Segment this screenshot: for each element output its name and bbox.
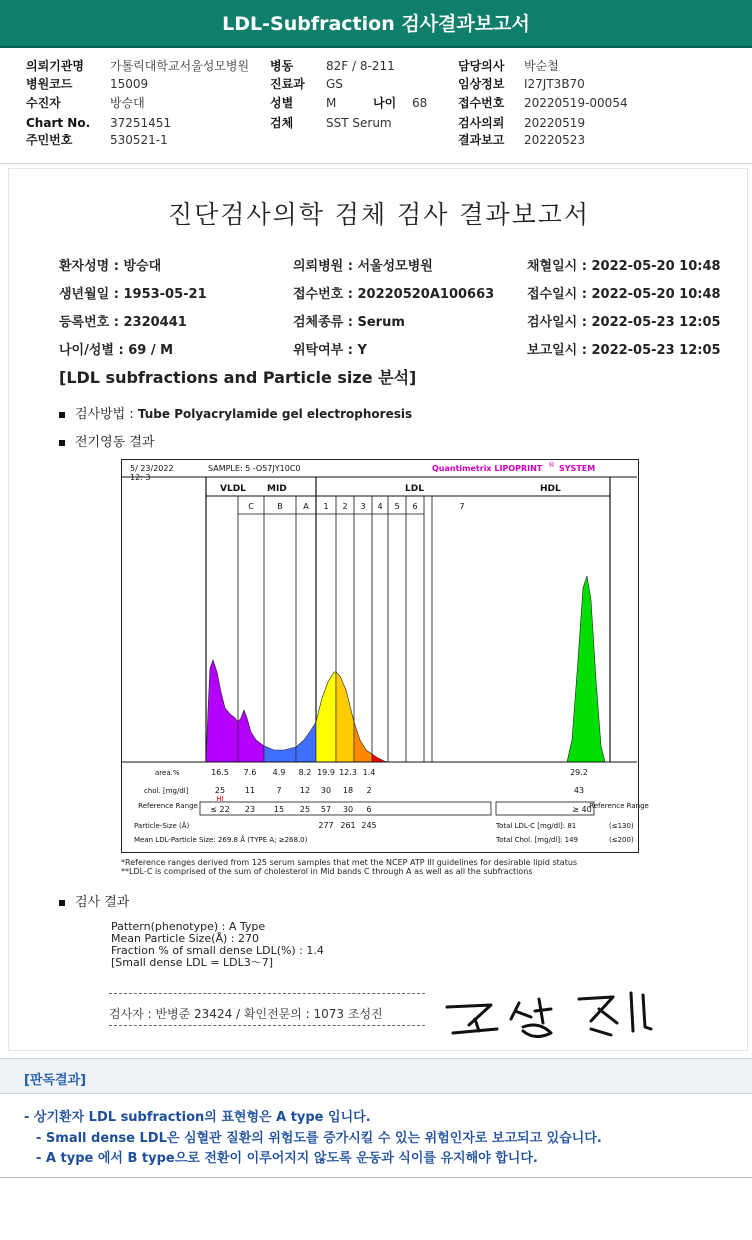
results-text [111,921,324,969]
result-line: [Small dense LDL = LDL3～7] [111,956,274,969]
chart-band-label: 1 [323,502,329,511]
interpretation-line: - A type 에서 B type으로 전환이 이루어지지 않도록 운동과 식이를 유지해야 합니다. [36,1151,538,1166]
chart-chol-flag: HI [216,795,224,803]
info-row-3 [0,93,752,113]
chart-density-segment [567,576,605,762]
chart-row-label: area.% [155,769,180,777]
info-value: 가톨릭대학교서울성모병원 [110,59,250,73]
chart-area-value: 4.9 [272,768,286,777]
chart-density-segment [316,672,336,762]
section-heading: [LDL subfractions and Particle size 분석] [59,368,417,387]
report-time-field: 보고일시 : 2022-05-23 12:05 [527,343,721,358]
chart-area-value: 1.4 [362,768,376,777]
method-value: Tube Polyacrylamide gel electrophoresis [137,407,413,421]
chart-band-label: 4 [377,502,383,511]
method-label: 검사방법 : [75,407,138,422]
chart-group-label: HDL [540,484,561,494]
chart-area-value: 7.6 [243,768,257,777]
bullet-icon [59,900,65,906]
info-value: SST Serum [326,116,392,130]
chart-band-label: A [303,502,309,511]
info-value-age: 68 [412,96,428,110]
chart-band-label: 7 [459,502,465,511]
chart-ref-value: 57 [320,805,332,814]
chart-svg [122,460,649,852]
report-title: 진단검사의학 검체 검사 결과보고서 [167,200,591,229]
info-label: Chart No. [26,116,91,130]
test-time-field: 검사일시 : 2022-05-23 12:05 [527,315,721,330]
result-line: Pattern(phenotype) : A Type [111,920,266,933]
info-value: 530521-1 [110,133,168,147]
info-value: 20220519 [524,116,586,130]
chart-brand: Quantimetrix LIPOPRINT [432,464,543,473]
info-value: GS [326,77,343,91]
chart-date: 5/ 23/2022 [130,464,174,473]
info-label: 담당의사 [458,59,505,73]
specimen-type-field: 검체종류 : Serum [293,315,405,330]
electrophoresis-bullet [59,431,154,450]
chart-hdl-area: 29.2 [570,768,588,777]
chart-chol-value: 11 [244,786,256,795]
info-label-age: 나이 [373,96,397,110]
info-value: 방승대 [110,96,145,110]
chart-chol-value: 7 [276,786,282,795]
chart-ref-value: 6 [366,805,372,814]
chart-band-label: 2 [342,502,348,511]
info-label: 결과보고 [458,133,505,147]
chart-particle-value: 277 [318,821,334,830]
chart-ref-value: 30 [342,805,354,814]
chart-band-label: 3 [360,502,366,511]
info-label: 병원코드 [26,77,73,91]
divider [109,1025,425,1026]
method-bullet [59,403,412,422]
chart-density-segment [372,754,388,762]
report-header-title: LDL-Subfraction 검사결과보고서 [222,13,530,35]
chart-ref-value: 25 [299,805,311,814]
chart-total-ldl-ref: (≤130) [609,822,634,830]
results-label: 검사 결과 [75,895,130,910]
report-document [8,168,748,1051]
chart-brand-suffix: SYSTEM [559,464,596,473]
chart-hdl-chol: 43 [573,786,585,795]
chart-chol-value: 12 [299,786,311,795]
info-label: 의뢰기관명 [26,59,84,73]
report-header [0,0,752,48]
chart-density-segment [264,746,296,762]
chart-area-value: 8.2 [298,768,312,777]
chart-group-label: MID [267,484,287,494]
registration-number-field: 등록번호 : 2320441 [59,315,187,330]
info-value: 20220523 [524,133,586,147]
footnote-2: **LDL-C is comprised of the sum of cholesterol in Mid bands C through A as well as all the subfractions [121,867,533,876]
footnote-1: *Reference ranges derived from 125 serum samples that met the NCEP ATP III guidelines for desirable lipid status [121,858,578,867]
info-row-5 [0,130,752,150]
chart-band-label: 5 [394,502,400,511]
info-label: 검사의뢰 [458,116,505,130]
signature-image [439,985,669,1045]
chart-hdl-ref: ≥ 40 [572,805,592,814]
chart-density-segment [206,660,238,762]
outsourced-field: 위탁여부 : Y [293,343,367,358]
interpretation-line: - 상기환자 LDL subfraction의 표현형은 A type 입니다. [24,1110,371,1125]
patient-info-panel [0,48,752,164]
chart-chol-value: 25 [214,786,226,795]
info-label: 성별 [270,96,294,110]
chart-chol-value: 2 [366,786,372,795]
info-label: 검체 [270,116,294,130]
interpretation-header [0,1058,752,1094]
chart-density-segment [238,710,264,762]
info-label: 수진자 [26,96,61,110]
interpretation-line: - Small dense LDL은 심혈관 질환의 위험도를 증가시킬 수 있는 위험인자로 보고되고 있습니다. [36,1131,602,1146]
info-value: 37251451 [110,116,172,130]
chart-ref-value: 15 [273,805,285,814]
chart-band-label: C [248,502,254,511]
chart-time: 12: 3 [130,473,151,482]
chart-area-value: 19.9 [317,768,335,777]
info-label: 접수번호 [458,96,505,110]
interpretation-heading: [판독결과] [24,1073,87,1088]
info-value: M [326,96,337,110]
chart-particle-value: 245 [361,821,377,830]
chart-total-chol: Total Chol. [mg/dl]: 149 [496,836,578,844]
result-line: Fraction % of small dense LDL(%) : 1.4 [111,944,324,957]
divider [109,993,425,994]
chart-ref-right: Reference Range [589,802,649,810]
bullet-icon [59,440,65,446]
chart-brand-mark: ® [548,461,555,469]
signer-line: 검사자 : 반병준 23424 / 확인전문의 : 1073 조성진 [109,1007,383,1021]
info-label: 진료과 [270,77,305,91]
referring-hospital-field: 의뢰병원 : 서울성모병원 [293,259,433,274]
chart-total-ldl: Total LDL-C [mg/dl]: 81 [496,822,577,830]
info-value: I27JT3B70 [524,77,585,91]
info-label: 주민번호 [26,133,73,147]
bullet-icon [59,412,65,418]
age-sex-field: 나이/성별 : 69 / M [59,343,174,358]
chart-mean-size: Mean LDL-Particle Size: 269.8 Å (TYPE A; ≥268.0) [134,836,308,844]
info-row-2 [0,74,752,94]
chart-band-label: 6 [412,502,418,511]
chart-chol-value: 18 [342,786,354,795]
chart-area-value: 12.3 [339,768,357,777]
chart-ref-label: Reference Range [138,802,198,810]
chart-group-label: VLDL [220,484,246,494]
chart-ref-value: 23 [244,805,256,814]
interpretation-body [0,1094,752,1178]
chart-ref-value: ≤ 22 [210,805,230,814]
electrophoresis-chart [121,459,649,853]
result-line: Mean Particle Size(Å) : 270 [111,932,259,945]
results-bullet [59,891,129,910]
info-value: 82F / 8-211 [326,59,395,73]
birthdate-field: 생년월일 : 1953-05-21 [59,287,207,302]
info-value: 15009 [110,77,149,91]
chart-chol-value: 30 [320,786,332,795]
chart-band-label: B [277,502,283,511]
chart-group-label: LDL [405,484,424,494]
accession-number-field: 접수번호 : 20220520A100663 [293,287,495,302]
chart-total-chol-ref: (≤200) [609,836,634,844]
received-time-field: 접수일시 : 2022-05-20 10:48 [527,287,721,302]
chart-density-segment [354,722,372,762]
chart-row-label: chol. [mg/dl] [144,787,189,795]
info-label: 임상정보 [458,77,505,91]
chart-density-segment [336,672,354,762]
chart-row-label: Particle-Size (Å) [134,822,190,830]
info-row-1 [0,56,752,76]
collection-time-field: 채혈일시 : 2022-05-20 10:48 [527,259,721,274]
chart-sample-id: SAMPLE: 5 -O57JY10C0 [208,464,301,473]
chart-area-value: 16.5 [211,768,229,777]
chart-particle-value: 261 [340,821,356,830]
electrophoresis-label: 전기영동 결과 [75,435,155,450]
info-value: 20220519-00054 [524,96,628,110]
chart-density-segment [296,722,316,762]
patient-name-field: 환자성명 : 방승대 [59,259,162,274]
info-value: 박순철 [524,59,559,73]
info-label: 병동 [270,59,294,73]
